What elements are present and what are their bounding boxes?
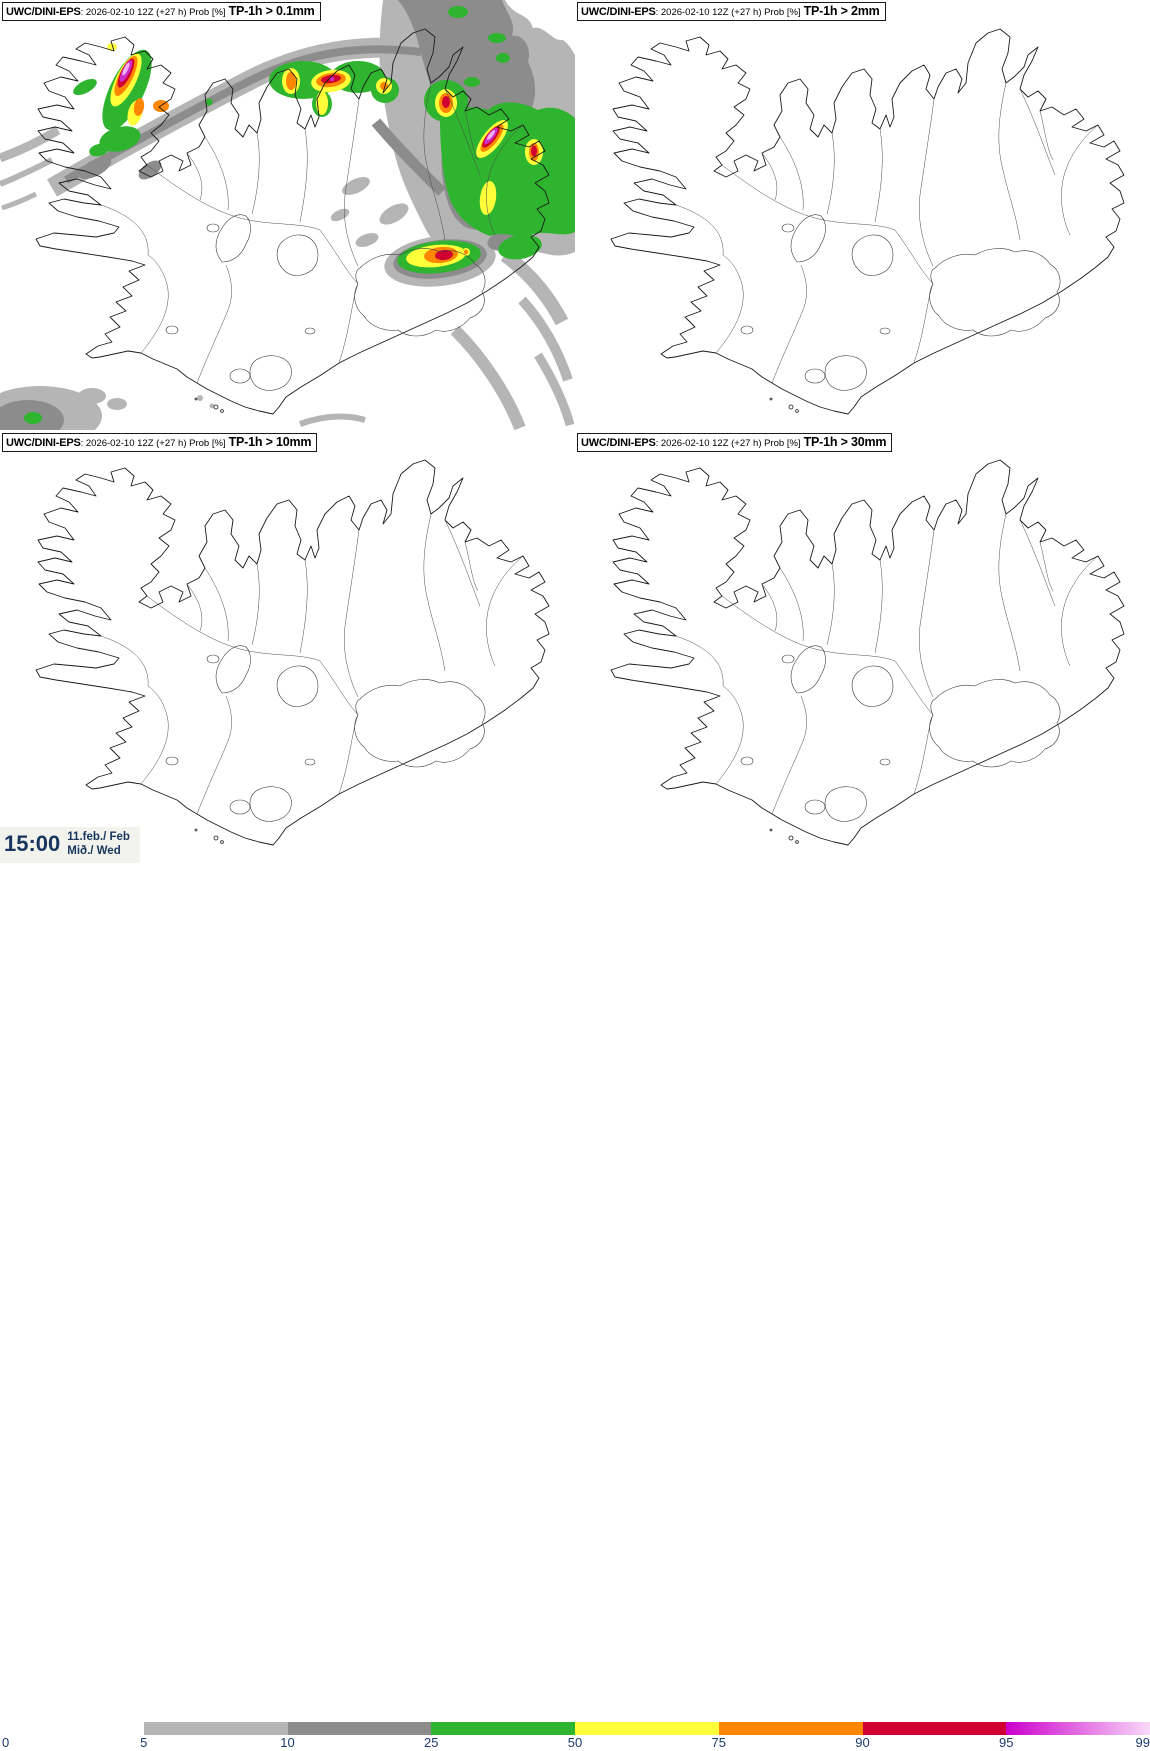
colorbar-tick-label: 75: [711, 1735, 726, 1750]
panel-tp-0p1mm: [0, 0, 575, 430]
threshold-label: TP-1h > 2mm: [803, 4, 880, 18]
iceland-coastline: [36, 460, 549, 845]
colorbar-segment: [288, 1722, 432, 1735]
panel-title: [2, 433, 317, 452]
colorbar-segment: [1006, 1722, 1150, 1735]
run-label: : 2026-02-10 12Z (+27 h) Prob [%]: [80, 7, 226, 18]
panel-title: [2, 2, 321, 21]
colorbar-tick-label: 50: [567, 1735, 583, 1750]
colorbar-segment: [863, 1722, 1007, 1735]
colorbar-tick-label: 0: [2, 1735, 10, 1750]
valid-date-line1: 11.feb./ Feb: [67, 831, 130, 843]
colorbar-segment: [575, 1722, 719, 1735]
iceland-map-svg: [0, 431, 575, 861]
run-label: : 2026-02-10 12Z (+27 h) Prob [%]: [655, 438, 801, 449]
colorbar-tick-label: 5: [140, 1735, 148, 1750]
threshold-label: TP-1h > 0.1mm: [228, 4, 315, 18]
colorbar-track: [0, 1722, 1150, 1735]
model-label: UWC/DINI-EPS: [6, 6, 81, 18]
colorbar-tick-label: 99: [1135, 1735, 1150, 1750]
precip-probability-overlay: [0, 0, 575, 430]
colorbar-segment: [431, 1722, 575, 1735]
panel-tp-30mm: [575, 431, 1150, 861]
panel-title: [577, 433, 892, 452]
panel-tp-10mm: [0, 431, 575, 861]
valid-date-line2: Mið./ Wed: [67, 845, 121, 858]
model-label: UWC/DINI-EPS: [581, 6, 656, 18]
threshold-label: TP-1h > 10mm: [228, 435, 312, 449]
iceland-coastline: [611, 460, 1124, 845]
colorbar-ticks: [0, 1736, 1150, 1751]
iceland-coastline: [611, 29, 1124, 414]
iceland-map-svg: [575, 431, 1150, 861]
model-label: UWC/DINI-EPS: [6, 437, 81, 449]
iceland-map-svg: [0, 0, 575, 430]
threshold-label: TP-1h > 30mm: [803, 435, 887, 449]
colorbar-tick-label: 25: [424, 1735, 439, 1750]
colorbar-tick-label: 90: [855, 1735, 870, 1750]
valid-date: [67, 830, 130, 859]
colorbar-tick-label: 10: [280, 1735, 295, 1750]
run-label: : 2026-02-10 12Z (+27 h) Prob [%]: [80, 438, 226, 449]
panel-title: [577, 2, 886, 21]
panel-tp-2mm: [575, 0, 1150, 430]
run-label: : 2026-02-10 12Z (+27 h) Prob [%]: [655, 7, 801, 18]
valid-time-box: [0, 827, 140, 863]
colorbar-segment: [719, 1722, 863, 1735]
model-label: UWC/DINI-EPS: [581, 437, 656, 449]
colorbar-segment: [0, 1722, 144, 1735]
colorbar-segment: [144, 1722, 288, 1735]
colorbar-tick-label: 95: [999, 1735, 1014, 1750]
colorbar-footer: [0, 860, 1150, 1750]
iceland-map-svg: [575, 0, 1150, 430]
valid-time: 15:00: [4, 831, 61, 857]
